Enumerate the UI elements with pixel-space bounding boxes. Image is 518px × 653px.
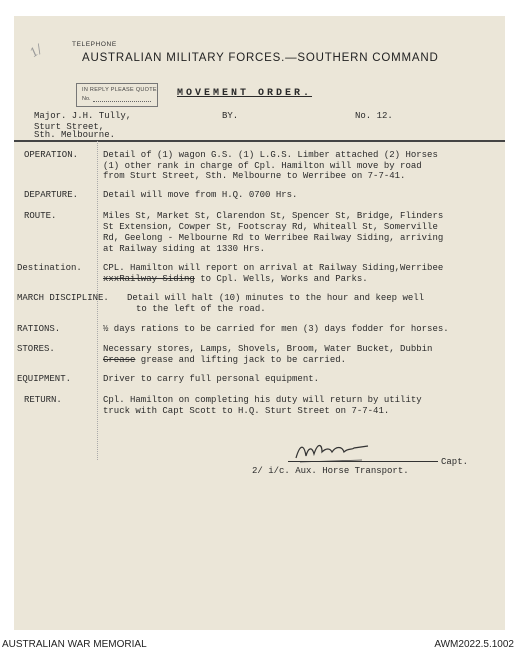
institution-name: AUSTRALIAN WAR MEMORIAL: [2, 639, 147, 650]
signature-line: [288, 461, 438, 462]
march-discipline-line-2: to the left of the road.: [136, 304, 266, 314]
stores-line-1: Necessary stores, Lamps, Shovels, Broom, Water Bucket, Dubbin: [103, 344, 433, 354]
rations-label: RATIONS.: [17, 324, 61, 334]
route-line-2: St Extension, Cowper St, Footscray Rd, Whiteall St, Somerville: [103, 222, 438, 232]
reply-quote-label: IN REPLY PLEASE QUOTE: [82, 87, 157, 93]
march-discipline-line-1: Detail will halt (10) minutes to the hour and keep well: [127, 293, 425, 303]
header-rule: [14, 140, 505, 142]
destination-label: Destination.: [17, 263, 82, 273]
route-line-3: Rd, Geelong - Melbourne Rd to Werribee Railway Siding, arriving: [103, 233, 444, 243]
stores-label: STORES.: [17, 344, 55, 354]
equipment-label: EQUIPMENT.: [17, 374, 72, 384]
order-number: No. 12.: [355, 111, 393, 121]
departure-label: DEPARTURE.: [24, 190, 79, 200]
departure-line-1: Detail will move from H.Q. 0700 Hrs.: [103, 190, 298, 200]
addressee-line-3: Sth. Melbourne.: [34, 130, 116, 140]
letterhead-title: AUSTRALIAN MILITARY FORCES.—SOUTHERN COMMAND: [82, 52, 439, 64]
stores-struck-text: Grease: [103, 355, 136, 365]
addressee-line-1: Major. J.H. Tully,: [34, 111, 132, 121]
telephone-label: TELEPHONE: [72, 41, 117, 48]
archive-footer: [0, 637, 518, 653]
signature-position: 2/ i/c. Aux. Horse Transport.: [252, 466, 409, 476]
destination-line-2: [103, 274, 368, 285]
reply-number-line: [93, 101, 151, 102]
stores-line-2-text: grease and lifting jack to be carried.: [135, 355, 347, 365]
rations-line-1: ½ days rations to be carried for men (3) days fodder for horses.: [103, 324, 449, 334]
stores-line-2: [103, 355, 346, 366]
reply-number-label: No.: [82, 96, 91, 102]
pencil-annotation: 1/: [27, 41, 45, 61]
return-line-2: truck with Capt Scott to H.Q. Sturt Street on 7-7-41.: [103, 406, 390, 416]
signature-rank: Capt.: [441, 457, 469, 467]
addressee-line-2: Sturt Street,: [34, 122, 105, 132]
accession-number: AWM2022.5.1002: [434, 639, 514, 650]
operation-label: OPERATION.: [24, 150, 79, 160]
operation-line-2: (1) other rank in charge of Cpl. Hamilton will move by road: [103, 161, 422, 171]
reply-quote-box: [76, 83, 158, 107]
march-discipline-label: MARCH DISCIPLINE.: [17, 293, 109, 303]
document-title: MOVEMENT ORDER.: [177, 88, 313, 99]
destination-line-2-text: to Cpl. Wells, Works and Parks.: [194, 274, 368, 284]
equipment-line-1: Driver to carry full personal equipment.: [103, 374, 320, 384]
by-label: BY.: [222, 111, 239, 121]
return-label: RETURN.: [24, 395, 62, 405]
return-line-1: Cpl. Hamilton on completing his duty will return by utility: [103, 395, 422, 405]
operation-line-1: Detail of (1) wagon G.S. (1) L.G.S. Limber attached (2) Horses: [103, 150, 438, 160]
destination-struck-text: xxxRailway Siding: [103, 274, 195, 284]
route-label: ROUTE.: [24, 211, 57, 221]
document-sheet: [14, 16, 505, 630]
destination-line-1: CPL. Hamilton will report on arrival at Railway Siding,Werribee: [103, 263, 444, 273]
route-line-4: at Railway siding at 1330 Hrs.: [103, 244, 266, 254]
route-line-1: Miles St, Market St, Clarendon St, Spencer St, Bridge, Flinders: [103, 211, 444, 221]
operation-line-3: from Sturt Street, Sth. Melbourne to Werribee on 7-7-41.: [103, 171, 406, 181]
